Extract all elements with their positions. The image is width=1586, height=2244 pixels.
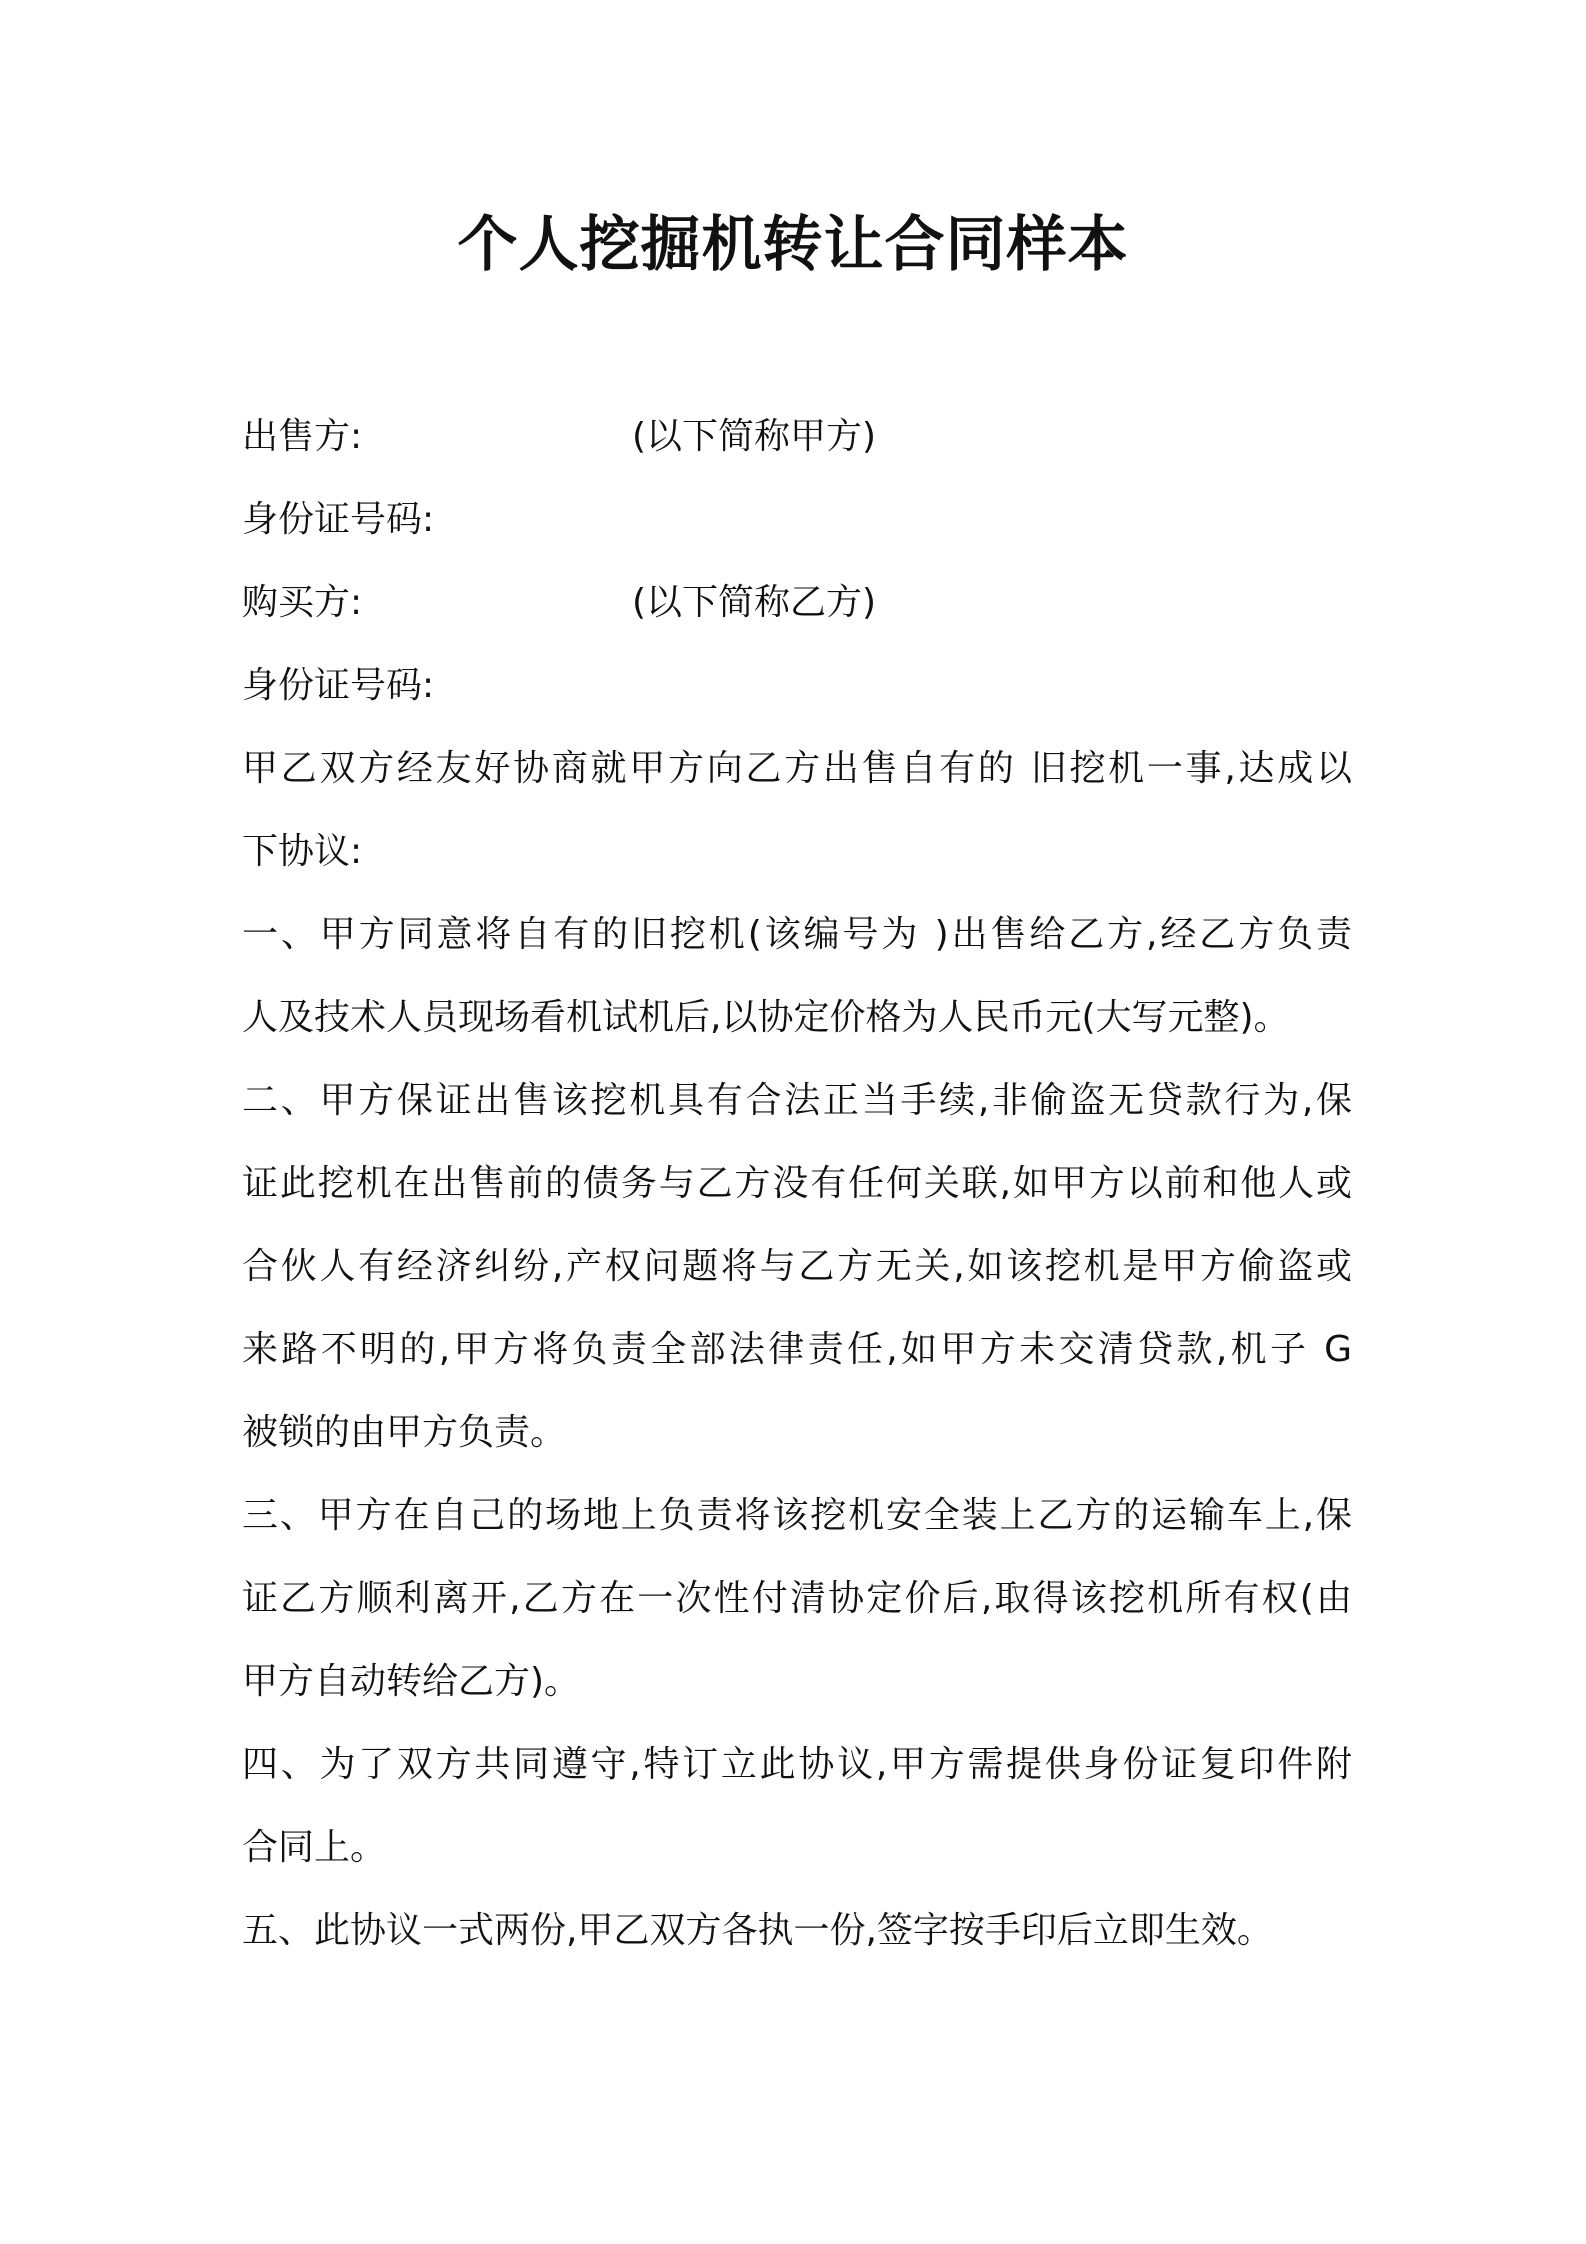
paragraph-line: 合同上。 [242, 1827, 387, 1868]
buyer-label: 购买方: [242, 582, 363, 623]
contract-body [242, 395, 1352, 1972]
paragraph-line: 下协议: [242, 831, 363, 872]
paragraph-line: 证此挖机在出售前的债务与乙方没有任何关联,如甲方以前和他人或 [242, 1163, 1352, 1204]
clause-5 [242, 1889, 1352, 1972]
paragraph-line: 一、甲方同意将自有的旧挖机(该编号为 )出售给乙方,经乙方负责 [242, 914, 1352, 955]
page-title: 个人挖掘机转让合同样本 [457, 210, 1129, 280]
paragraph-line: 二、甲方保证出售该挖机具有合法正当手续,非偷盗无贷款行为,保 [242, 1080, 1352, 1121]
seller-id-line: 身份证号码: [242, 499, 435, 540]
clause-4 [242, 1723, 1352, 1889]
clause-3 [242, 1474, 1352, 1723]
paragraph-line: 四、为了双方共同遵守,特订立此协议,甲方需提供身份证复印件附 [242, 1744, 1352, 1785]
intro-paragraph [242, 727, 1352, 893]
paragraph-line: 合伙人有经济纠纷,产权问题将与乙方无关,如该挖机是甲方偷盗或 [242, 1246, 1352, 1287]
buyer-id-line: 身份证号码: [242, 665, 435, 706]
paragraph-line: 证乙方顺利离开,乙方在一次性付清协定价后,取得该挖机所有权(由 [242, 1578, 1352, 1619]
paragraph-line: 甲方自动转给乙方)。 [242, 1661, 581, 1702]
paragraph-line: 五、此协议一式两份,甲乙双方各执一份,签字按手印后立即生效。 [242, 1910, 1273, 1951]
buyer-line [242, 561, 1352, 644]
paragraph-line: 甲乙双方经友好协商就甲方向乙方出售自有的 旧挖机一事,达成以 [242, 748, 1352, 789]
buyer-note: (以下简称乙方) [632, 582, 877, 623]
seller-note: (以下简称甲方) [632, 416, 877, 457]
clause-1 [242, 893, 1352, 1059]
clause-2 [242, 1059, 1352, 1474]
paragraph-line: 三、甲方在自己的场地上负责将该挖机安全装上乙方的运输车上,保 [242, 1495, 1352, 1536]
paragraph-line: 被锁的由甲方负责。 [242, 1412, 567, 1453]
seller-label: 出售方: [242, 416, 363, 457]
paragraph-line: 人及技术人员现场看机试机后,以协定价格为人民币元(大写元整)。 [242, 997, 1290, 1038]
seller-line [242, 395, 1352, 478]
paragraph-line: 来路不明的,甲方将负责全部法律责任,如甲方未交清贷款,机子 G [242, 1329, 1352, 1370]
